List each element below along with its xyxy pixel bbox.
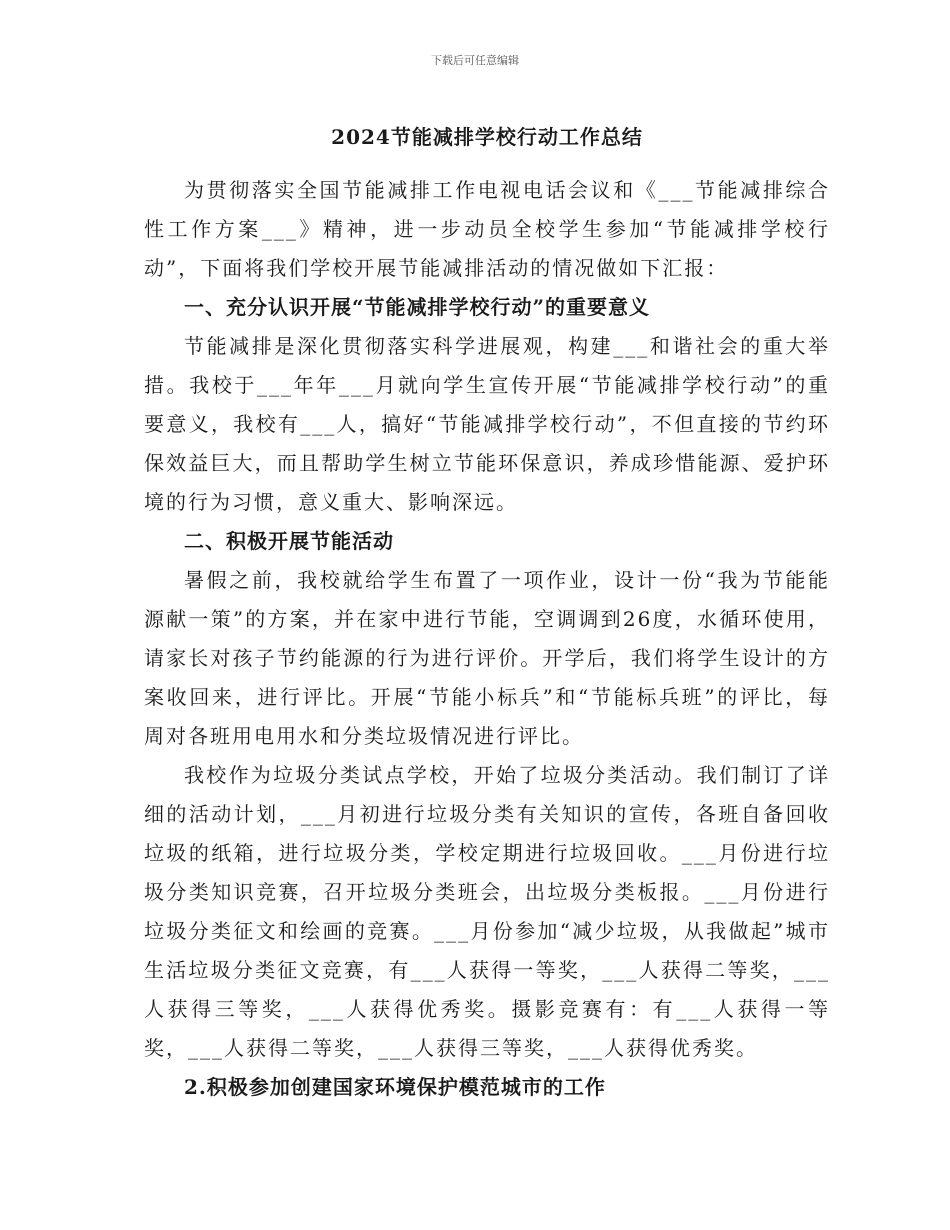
title-spacer bbox=[144, 154, 830, 171]
section-1-paragraph: 节能减排是深化贯彻落实科学进展观，构建___和谐社会的重大举措。我校于___年年___月就向学生宣传开展“节能减排学校行动”的重要意义，我校有___人，搞好“节能减排学校行动”，不但直接的节约环保效益巨大，而且帮助学生树立节能环保意识，养成珍惜能源、爱护环境的行为习惯，意义重大、影响深远。 bbox=[144, 334, 830, 514]
document-title: 2024节能减排学校行动工作总结 bbox=[331, 125, 643, 149]
section-2-paragraph-1: 暑假之前，我校就给学生布置了一项作业，设计一份“我为节能能源献一策”的方案，并在家中进行节能，空调调到26度，水循环使用，请家长对孩子节约能源的行为进行评价。开学后，我们将学生设计的方案收回来，进行评比。开展“节能小标兵”和“节能标兵班”的评比，每周对各班用电用水和分类垃圾情况进行评比。 bbox=[144, 568, 830, 748]
intro-paragraph: 为贯彻落实全国节能减排工作电视电话会议和《___节能减排综合性工作方案___》精神，进一步动员全校学生参加“节能减排学校行动”，下面将我们学校开展节能减排活动的情况做如下汇报： bbox=[144, 178, 830, 280]
document-body bbox=[144, 120, 830, 1107]
subsection-2-heading: 2.积极参加创建国家环境保护模范城市的工作 bbox=[184, 1075, 606, 1099]
section-2-paragraph-2: 我校作为垃圾分类试点学校，开始了垃圾分类活动。我们制订了详细的活动计划，___月初进行垃圾分类有关知识的宣传，各班自备回收垃圾的纸箱，进行垃圾分类，学校定期进行垃圾回收。___月份进行垃圾分类知识竞赛，召开垃圾分类班会，出垃圾分类板报。___月份进行垃圾分类征文和绘画的竞赛。___月份参加“减少垃圾，从我做起”城市生活垃圾分类征文竞赛，有___人获得一等奖，___人获得二等奖，___人获得三等奖，___人获得优秀奖。摄影竞赛有：有___人获得一等奖，___人获得二等奖，___人获得三等奖，___人获得优秀奖。 bbox=[144, 763, 830, 1060]
section-1-heading: 一、充分认识开展“节能减排学校行动”的重要意义 bbox=[184, 295, 651, 319]
section-2-heading: 二、积极开展节能活动 bbox=[184, 529, 394, 553]
page-header-note: 下载后可任意编辑 bbox=[431, 54, 519, 67]
